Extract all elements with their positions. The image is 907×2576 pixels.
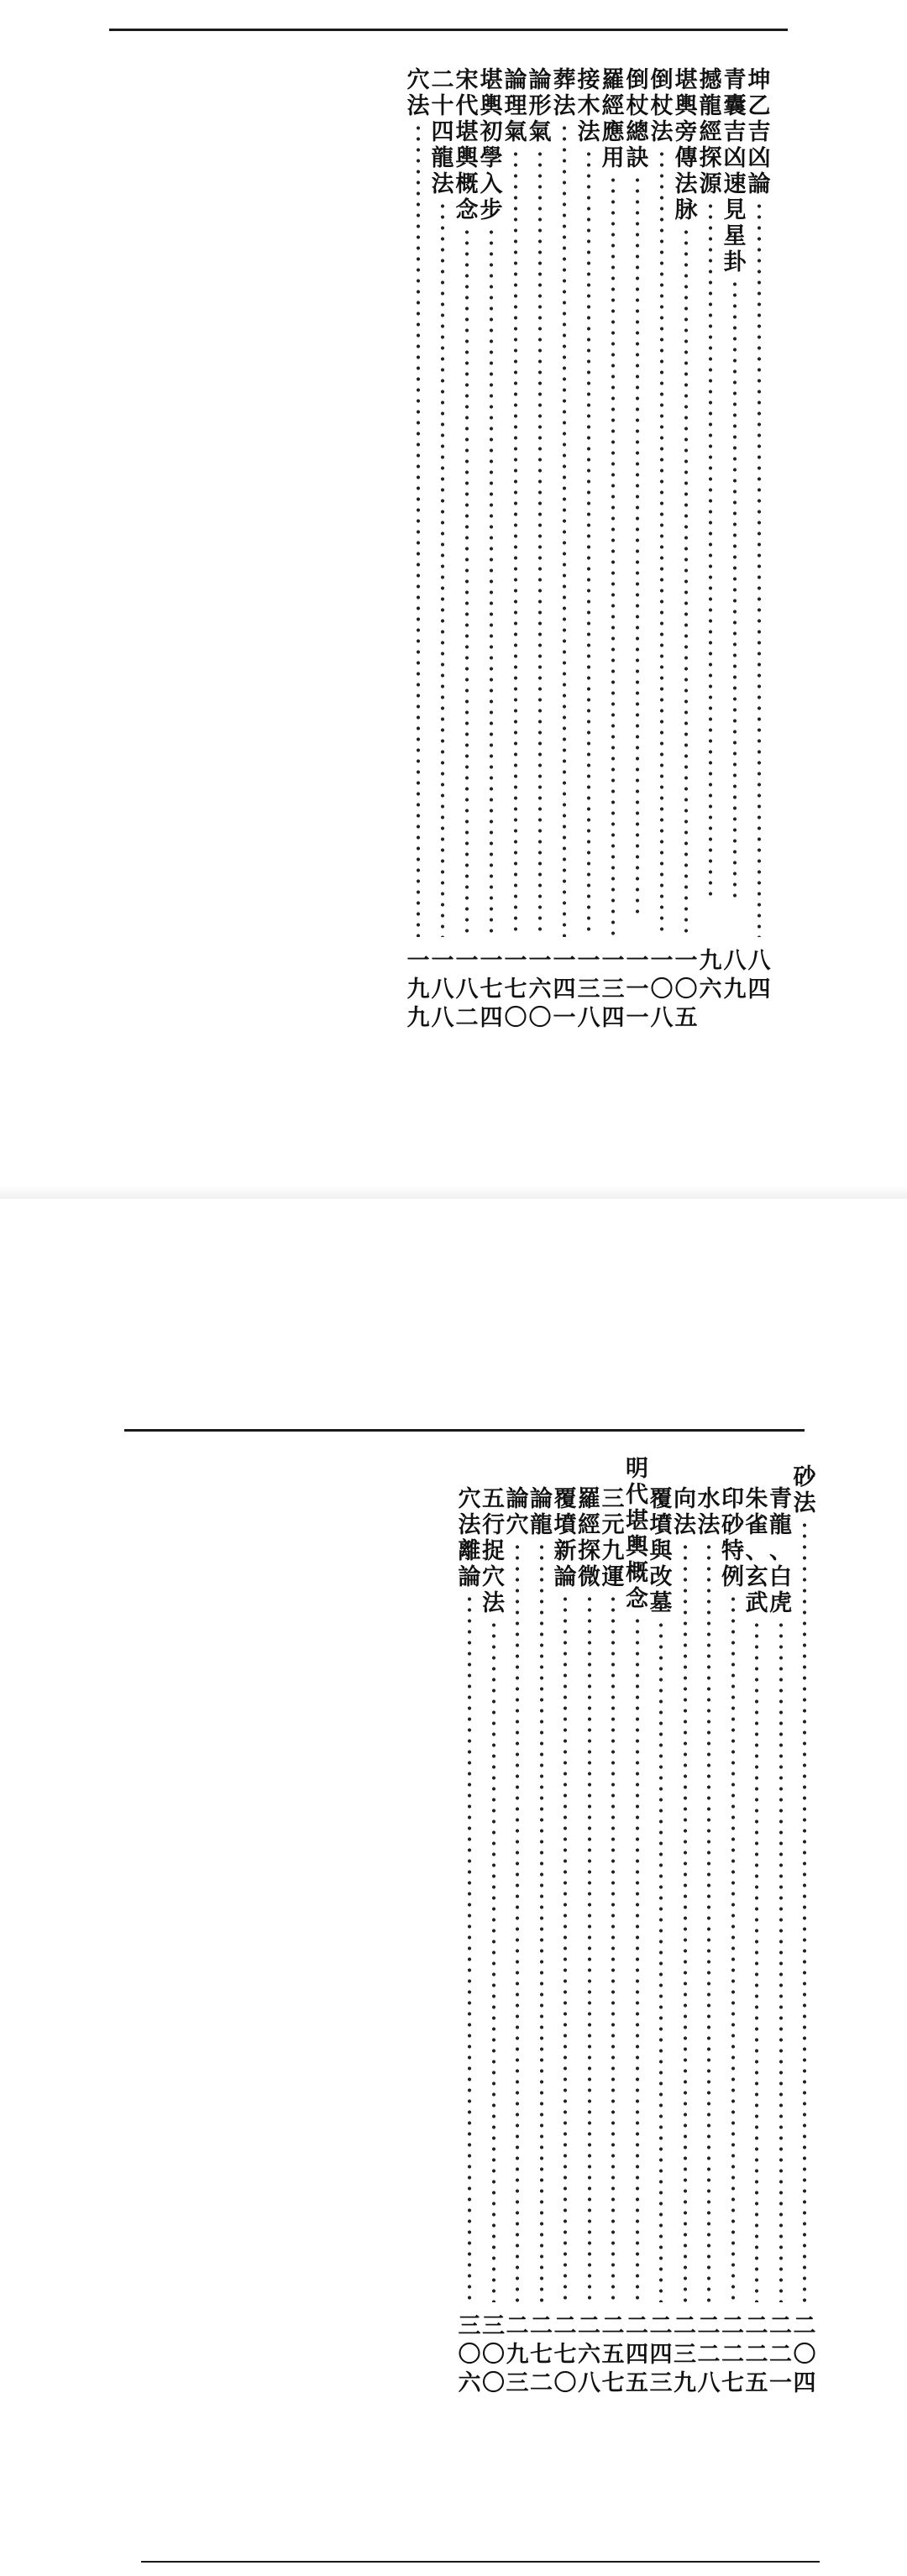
- toc-entry: [576, 1486, 603, 2302]
- entry-title: 水 法: [697, 1486, 721, 1538]
- entry-page-number: 一 七 〇: [504, 948, 527, 1031]
- entry-title: 羅 經 應 用: [601, 67, 625, 171]
- entry-page-number: 一 八 二: [455, 948, 479, 1031]
- dot-leader: [611, 1594, 615, 2302]
- entry-page-number: 一 七 四: [480, 948, 503, 1031]
- toc-entry: [647, 1486, 674, 2302]
- entry-title: 明 代 堪 輿 概 念: [626, 1456, 648, 1612]
- dot-leader: [468, 1594, 471, 2302]
- bottom-footer-rule: [141, 2561, 820, 2563]
- entry-title: 印 砂 特 例: [721, 1486, 744, 1590]
- toc-entry: [600, 67, 627, 937]
- entry-title: 二 十 四 龍 法: [431, 67, 454, 197]
- toc-entry: [504, 1486, 531, 2302]
- dot-leader: [659, 1620, 663, 2302]
- dot-leader: [636, 1615, 639, 2302]
- entry-page-number: 三 〇 六: [458, 2313, 481, 2396]
- entry-title: 堪 輿 初 學 入 步: [480, 67, 503, 223]
- entry-page-number: 二 二 一: [769, 2313, 792, 2396]
- entry-title: 論 龍: [530, 1486, 553, 1538]
- toc-entry: [673, 67, 700, 937]
- dot-leader: [564, 1594, 567, 2302]
- toc-entry: [791, 1464, 818, 2302]
- dot-leader: [636, 175, 639, 915]
- entry-page-number: 一 一 一: [626, 948, 649, 1031]
- entry-page-number: 二 二 八: [697, 2313, 721, 2396]
- dot-leader: [490, 227, 493, 937]
- toc-entry: [429, 67, 456, 937]
- dot-leader: [514, 149, 517, 937]
- entry-page-number: 一 六 〇: [528, 948, 552, 1031]
- dot-leader: [587, 149, 590, 937]
- dot-leader: [465, 227, 469, 937]
- entry-page-number: 一 〇 八: [650, 948, 674, 1031]
- toc-entry: [721, 67, 748, 898]
- dot-leader: [492, 1620, 495, 2302]
- top-rule: [109, 29, 788, 31]
- entry-page-number: 九 六: [699, 948, 722, 1003]
- toc-entry: [478, 67, 505, 937]
- entry-title: 堪 輿 旁 傳 法 脉: [674, 67, 698, 223]
- dot-leader: [731, 1594, 735, 2302]
- entry-page-number: 二 七 二: [530, 2313, 553, 2396]
- toc-page-bottom: [0, 1199, 907, 2576]
- entry-page-number: 二 三 九: [674, 2313, 696, 2396]
- toc-entry: [480, 1486, 507, 2302]
- dot-leader: [733, 279, 737, 898]
- dot-leader: [755, 1620, 758, 2302]
- dot-leader: [563, 123, 566, 937]
- dot-leader: [684, 1542, 687, 2302]
- entry-title: 五 行 捉 穴 法: [482, 1486, 505, 1616]
- toc-entry: [600, 1486, 627, 2302]
- toc-entry: [743, 1486, 770, 2302]
- entry-title: 論 穴: [506, 1486, 529, 1538]
- entry-title: 青 龍 、 白 虎: [769, 1486, 792, 1616]
- entry-page-number: 三 〇 〇: [482, 2313, 505, 2396]
- entry-title: 坤 乙 吉 凶 論: [747, 67, 771, 197]
- entry-title: 倒 杖 總 訣: [626, 67, 649, 171]
- entry-title: 向 法: [674, 1486, 696, 1538]
- entry-title: 三 元 九 運: [601, 1486, 625, 1590]
- entry-page-number: 一 四 一: [553, 948, 576, 1031]
- entry-title: 朱 雀 、 玄 武: [745, 1486, 768, 1616]
- entry-title: 葬 法: [553, 67, 576, 119]
- toc-entry: [528, 1486, 555, 2302]
- entry-title: 覆 墳 與 改 墓: [649, 1486, 673, 1616]
- toc-entry: [648, 67, 675, 937]
- entry-title: 宋 代 堪 輿 概 念: [455, 67, 479, 223]
- entry-title: 倒 杖 法: [650, 67, 674, 145]
- toc-entry: [454, 67, 480, 937]
- entry-page-number: 一 三 八: [577, 948, 600, 1031]
- dot-leader: [779, 1620, 783, 2302]
- entry-page-number: 八 九: [723, 948, 747, 1003]
- entry-page-number: 一 九 九: [406, 948, 430, 1031]
- entry-page-number: 二 四 五: [626, 2313, 648, 2396]
- dot-leader: [660, 149, 663, 937]
- entry-page-number: 二 六 八: [578, 2313, 600, 2396]
- toc-entry: [697, 67, 724, 898]
- toc-entry: [768, 1486, 794, 2302]
- dot-leader: [538, 149, 542, 937]
- entry-page-number: 一 八 八: [431, 948, 454, 1031]
- entry-title: 穴 法: [406, 67, 430, 119]
- entry-page-number: 一 〇 五: [674, 948, 698, 1031]
- dot-leader: [540, 1542, 543, 2302]
- entry-title: 接 木 法: [577, 67, 600, 145]
- toc-entry: [746, 67, 773, 937]
- toc-entry: [624, 1456, 651, 2302]
- entry-page-number: 二 四 三: [649, 2313, 673, 2396]
- toc-entry: [456, 1486, 483, 2302]
- toc-entry: [551, 67, 578, 937]
- entry-page-number: 二 七 〇: [553, 2313, 577, 2396]
- dot-leader: [516, 1542, 519, 2302]
- dot-leader: [441, 201, 444, 937]
- entry-title: 論 形 氣: [528, 67, 552, 145]
- entry-title: 穴 法 離 論: [458, 1486, 481, 1590]
- dot-leader: [417, 123, 420, 937]
- entry-page-number: 二 五 七: [601, 2313, 625, 2396]
- entry-title: 撼 龍 經 探 源: [699, 67, 722, 197]
- entry-title: 砂 法: [793, 1464, 816, 1516]
- dot-leader: [758, 201, 761, 937]
- entry-title: 青 囊 吉 凶 速 見 星 卦: [723, 67, 747, 275]
- toc-entry: [552, 1486, 579, 2302]
- entry-title: 論 理 氣: [504, 67, 527, 145]
- entry-page-number: 一 三 四: [601, 948, 625, 1031]
- dot-leader: [611, 175, 615, 937]
- toc-entry: [624, 67, 651, 915]
- dot-leader: [588, 1594, 591, 2302]
- entry-page-number: 二 二 七: [721, 2313, 744, 2396]
- entry-title: 羅 經 探 微: [578, 1486, 600, 1590]
- entry-page-number: 八 四: [747, 948, 771, 1003]
- entry-page-number: 二 二 五: [745, 2313, 768, 2396]
- toc-entry: [502, 67, 529, 937]
- toc-page-top: [0, 0, 907, 1199]
- dot-leader: [684, 227, 688, 937]
- toc-entry: [720, 1486, 747, 2302]
- toc-entry: [405, 67, 432, 937]
- entry-title: 覆 墳 新 論: [553, 1486, 577, 1590]
- dot-leader: [709, 201, 712, 898]
- toc-entry: [695, 1486, 722, 2302]
- entry-page-number: 二 九 三: [506, 2313, 529, 2396]
- bottom-top-rule: [124, 1429, 805, 1432]
- dot-leader: [803, 1520, 806, 2302]
- dot-leader: [707, 1542, 710, 2302]
- toc-entry: [672, 1486, 699, 2302]
- toc-entry: [575, 67, 602, 937]
- toc-entry: [527, 67, 553, 937]
- entry-page-number: 二 〇 四: [793, 2313, 816, 2396]
